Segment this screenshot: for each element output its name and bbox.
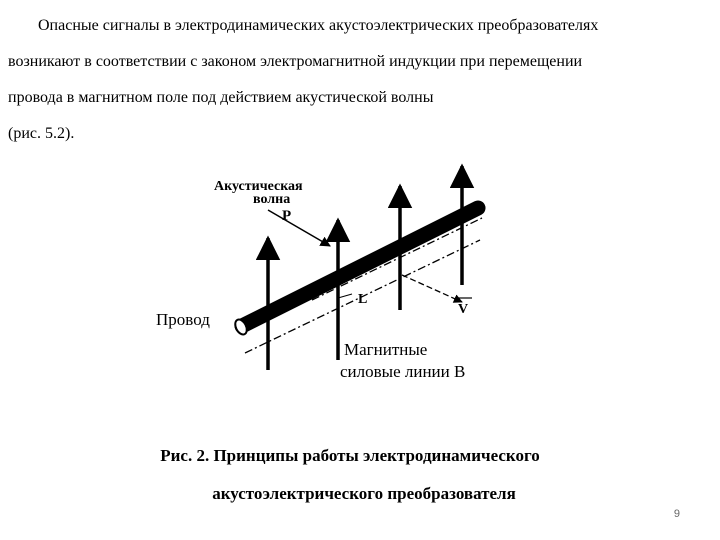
figure-caption-line1: Рис. 2. Принципы работы электродинамического [160,446,540,465]
pressure-label: P [282,208,292,224]
guide-lines [245,218,482,353]
wave-label-line2: волна [253,192,291,207]
length-label: L [358,292,368,307]
wave-label-line1: Акустическая [214,179,303,194]
paragraph-line: провода в магнитном поле под действием акустической волны [8,89,434,106]
paragraph-line: возникают в соответствии с законом электромагнитной индукции при перемещении [8,53,583,70]
paragraph-line: Опасные сигналы в электродинамических акустоэлектрических преобразователях [38,17,599,34]
page-number: 9 [673,508,680,520]
field-label-line1: Магнитные [344,340,428,359]
length-marker [338,294,352,298]
acoustic-wave-arrow [268,210,330,246]
figure-caption-line2: акустоэлектрического преобразователя [212,484,516,503]
field-label-line2: силовые линии B [340,362,466,381]
wire-label: Провод [156,310,210,329]
velocity-label: V [458,302,469,317]
velocity-arrow [402,275,462,302]
paragraph-line: (рис. 5.2). [8,125,75,142]
